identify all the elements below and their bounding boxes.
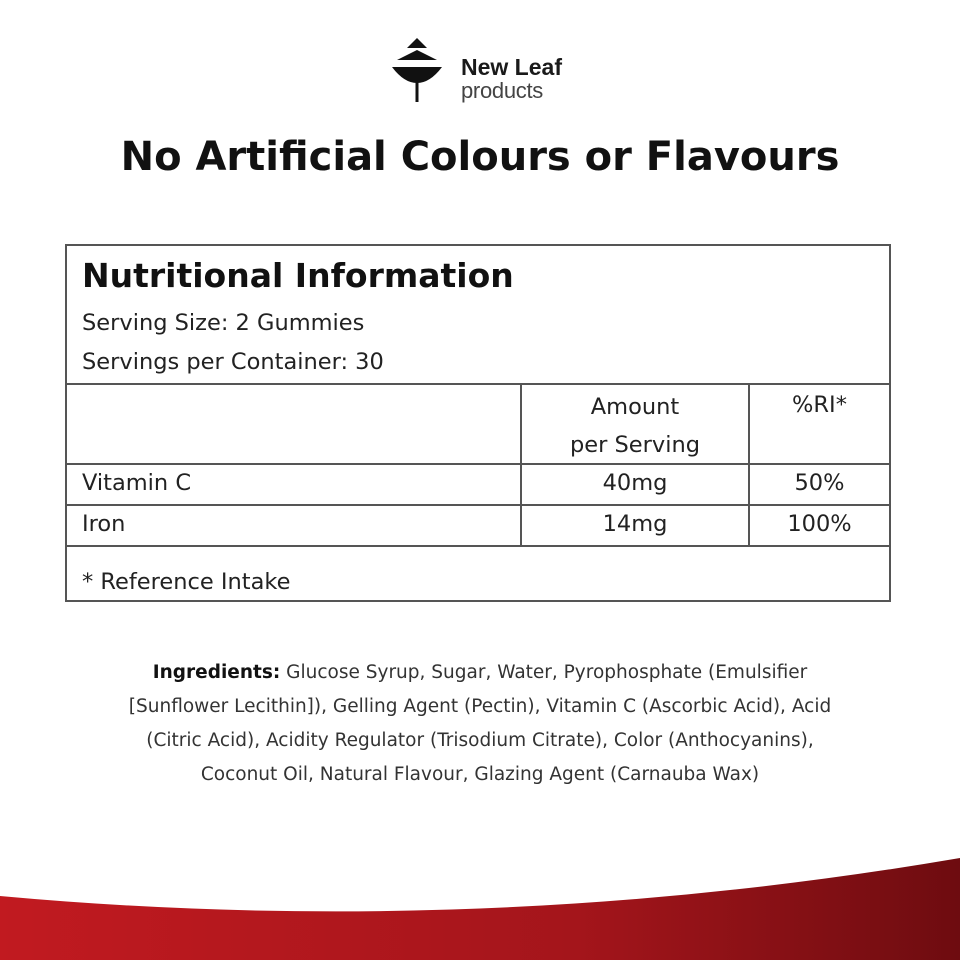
brand-subtitle: products <box>461 78 543 103</box>
divider <box>67 504 889 506</box>
amount-header-line1: Amount <box>590 394 680 420</box>
ingredients-label: Ingredients: <box>152 662 281 683</box>
serving-size: Serving Size: 2 Gummies <box>82 310 365 336</box>
divider <box>67 545 889 547</box>
ri-header: %RI* <box>792 392 847 418</box>
footnote: * Reference Intake <box>82 569 291 595</box>
brand-name: New Leaf <box>461 54 562 80</box>
ingredients-block <box>110 656 850 792</box>
nutrient-name: Iron <box>82 511 126 537</box>
nutrient-ri: 50% <box>794 470 845 496</box>
nutrient-ri: 100% <box>787 511 852 537</box>
leaf-tree-icon <box>384 36 450 102</box>
nutrient-name: Vitamin C <box>82 470 192 496</box>
brand-logo <box>384 36 584 106</box>
ingredients-text: Glucose Syrup, Sugar, Water, Pyrophosphate (Emulsifier [Sunflower Lecithin]), Gelling Agent (Pectin), Vitamin C (Ascorbic Acid), Acid (Citric Acid), Acidity Regulator (Trisodium Citrate), Color (Anthocyanins), Coconut Oil, Natural Flavour, Glazing Agent (Carnauba Wax) <box>128 662 832 785</box>
amount-header-line2: per Serving <box>569 432 700 458</box>
nutrition-title: Nutritional Information <box>82 256 514 295</box>
divider <box>67 383 889 385</box>
servings-per-container: Servings per Container: 30 <box>82 349 384 375</box>
amount-header <box>522 388 748 464</box>
nutrient-amount: 14mg <box>602 511 668 537</box>
nutrition-panel <box>65 244 891 602</box>
divider <box>67 463 889 465</box>
headline: No Artificial Colours or Flavours <box>120 134 840 180</box>
nutrient-amount: 40mg <box>602 470 668 496</box>
decorative-wave <box>0 840 960 960</box>
